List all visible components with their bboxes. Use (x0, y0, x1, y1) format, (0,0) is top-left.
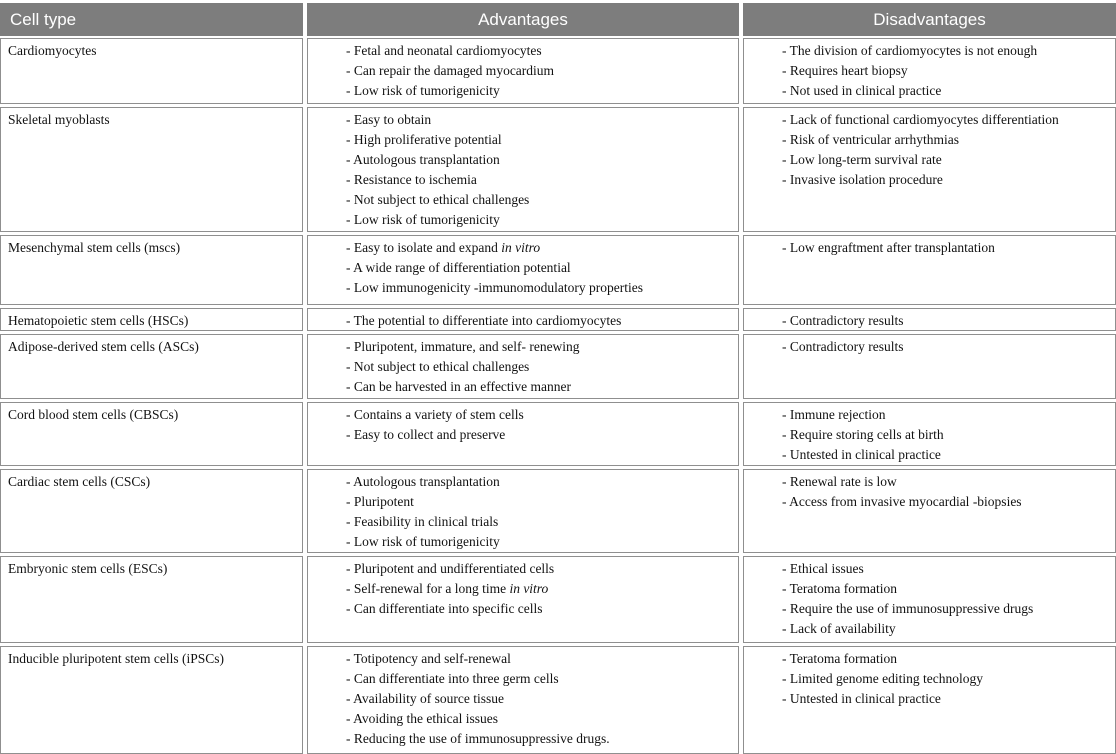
list-item: - Resistance to ischemia (346, 172, 477, 187)
list-item: - Lack of functional cardiomyocytes differentiation (782, 112, 1059, 127)
list-item: - Autologous transplantation (346, 152, 500, 167)
advantages-cell (307, 556, 739, 643)
list-item: - Contains a variety of stem cells (346, 407, 524, 422)
cell-type-cell: Embryonic stem cells (ESCs) (0, 556, 303, 643)
header-disadvantages: Disadvantages (743, 3, 1116, 36)
list-item: - The division of cardiomyocytes is not enough (782, 43, 1038, 58)
advantages-list (308, 559, 738, 619)
list-item: - Risk of ventricular arrhythmias (782, 132, 959, 147)
disadvantages-list (744, 405, 1115, 465)
table-row (0, 334, 1116, 399)
list-item: - Easy to isolate and expand in vitro (346, 240, 541, 255)
disadvantages-list (744, 238, 1115, 258)
advantages-list (308, 337, 738, 397)
advantages-list (308, 405, 738, 445)
list-item: - Untested in clinical practice (782, 691, 941, 706)
advantages-list (308, 238, 738, 298)
advantages-cell (307, 107, 739, 232)
disadvantages-cell (743, 107, 1116, 232)
header-advantages: Advantages (307, 3, 739, 36)
list-item: - Limited genome editing technology (782, 671, 983, 686)
list-item: - Not subject to ethical challenges (346, 359, 530, 374)
list-item: - Low risk of tumorigenicity (346, 83, 500, 98)
list-item: - Can differentiate into specific cells (346, 601, 543, 616)
table-row (0, 402, 1116, 466)
table-row (0, 38, 1116, 104)
advantages-cell (307, 334, 739, 399)
advantages-list (308, 110, 738, 230)
list-item: - Avoiding the ethical issues (346, 711, 498, 726)
cell-type-cell: Adipose-derived stem cells (ASCs) (0, 334, 303, 399)
advantages-cell (307, 402, 739, 466)
list-item: - Requires heart biopsy (782, 63, 908, 78)
list-item: - Easy to collect and preserve (346, 427, 506, 442)
disadvantages-cell (743, 235, 1116, 305)
disadvantages-cell (743, 308, 1116, 331)
list-item: - Not used in clinical practice (782, 83, 942, 98)
list-item: - Easy to obtain (346, 112, 432, 127)
cell-type-cell: Cardiac stem cells (CSCs) (0, 469, 303, 553)
table-row (0, 235, 1116, 305)
list-item: - Immune rejection (782, 407, 886, 422)
cell-type-cell: Mesenchymal stem cells (mscs) (0, 235, 303, 305)
advantages-cell (307, 308, 739, 331)
list-item: - The potential to differentiate into cardiomyocytes (346, 313, 622, 328)
disadvantages-cell (743, 38, 1116, 104)
list-item: - Self-renewal for a long time in vitro (346, 581, 549, 596)
disadvantages-list (744, 559, 1115, 639)
disadvantages-list (744, 472, 1115, 512)
list-item: - Contradictory results (782, 339, 904, 354)
list-item: - Low risk of tumorigenicity (346, 534, 500, 549)
cell-type-cell: Hematopoietic stem cells (HSCs) (0, 308, 303, 331)
advantages-list (308, 311, 738, 331)
list-item: - Untested in clinical practice (782, 447, 941, 462)
list-item: - Require storing cells at birth (782, 427, 944, 442)
list-item: - Ethical issues (782, 561, 864, 576)
cell-type-cell: Cord blood stem cells (CBSCs) (0, 402, 303, 466)
cell-type-cell: Inducible pluripotent stem cells (iPSCs) (0, 646, 303, 754)
list-item: - Availability of source tissue (346, 691, 504, 706)
disadvantages-list (744, 41, 1115, 101)
table-header-row (0, 3, 1116, 36)
list-item: - Feasibility in clinical trials (346, 514, 499, 529)
table-row (0, 107, 1116, 232)
list-item: - Low engraftment after transplantation (782, 240, 995, 255)
disadvantages-list (744, 649, 1115, 709)
list-item: - Teratoma formation (782, 651, 898, 666)
list-item: - Low long-term survival rate (782, 152, 942, 167)
cell-type-cell: Skeletal myoblasts (0, 107, 303, 232)
advantages-list (308, 472, 738, 552)
disadvantages-list (744, 337, 1115, 357)
list-item: - Require the use of immunosuppressive drugs (782, 601, 1034, 616)
table-row (0, 308, 1116, 331)
list-item: - Can repair the damaged myocardium (346, 63, 555, 78)
list-item: - A wide range of differentiation potential (346, 260, 571, 275)
table-row (0, 469, 1116, 553)
list-item: - Low immunogenicity -immunomodulatory properties (346, 280, 643, 295)
list-item: - Access from invasive myocardial -biopsies (782, 494, 1022, 509)
list-item: - Low risk of tumorigenicity (346, 212, 500, 227)
table-row (0, 646, 1116, 754)
header-cell-type: Cell type (0, 3, 303, 36)
advantages-cell (307, 469, 739, 553)
disadvantages-list (744, 311, 1115, 331)
disadvantages-cell (743, 646, 1116, 754)
list-item: - Can be harvested in an effective manner (346, 379, 572, 394)
list-item: - Fetal and neonatal cardiomyocytes (346, 43, 542, 58)
list-item: - Autologous transplantation (346, 474, 500, 489)
advantages-cell (307, 646, 739, 754)
list-item: - Reducing the use of immunosuppressive drugs. (346, 731, 610, 746)
disadvantages-cell (743, 402, 1116, 466)
advantages-list (308, 41, 738, 101)
list-item: - Invasive isolation procedure (782, 172, 943, 187)
advantages-cell (307, 38, 739, 104)
list-item: - Lack of availability (782, 621, 896, 636)
list-item: - Not subject to ethical challenges (346, 192, 530, 207)
disadvantages-list (744, 110, 1115, 190)
list-item: - Pluripotent (346, 494, 414, 509)
list-item: - Contradictory results (782, 313, 904, 328)
advantages-cell (307, 235, 739, 305)
list-item: - Renewal rate is low (782, 474, 897, 489)
list-item: - Pluripotent, immature, and self- renewing (346, 339, 580, 354)
disadvantages-cell (743, 334, 1116, 399)
list-item: - High proliferative potential (346, 132, 502, 147)
cell-type-cell: Cardiomyocytes (0, 38, 303, 104)
disadvantages-cell (743, 556, 1116, 643)
advantages-list (308, 649, 738, 749)
list-item: - Can differentiate into three germ cells (346, 671, 559, 686)
list-item: - Teratoma formation (782, 581, 898, 596)
list-item: - Totipotency and self-renewal (346, 651, 511, 666)
table-row (0, 556, 1116, 643)
list-item: - Pluripotent and undifferentiated cells (346, 561, 555, 576)
disadvantages-cell (743, 469, 1116, 553)
